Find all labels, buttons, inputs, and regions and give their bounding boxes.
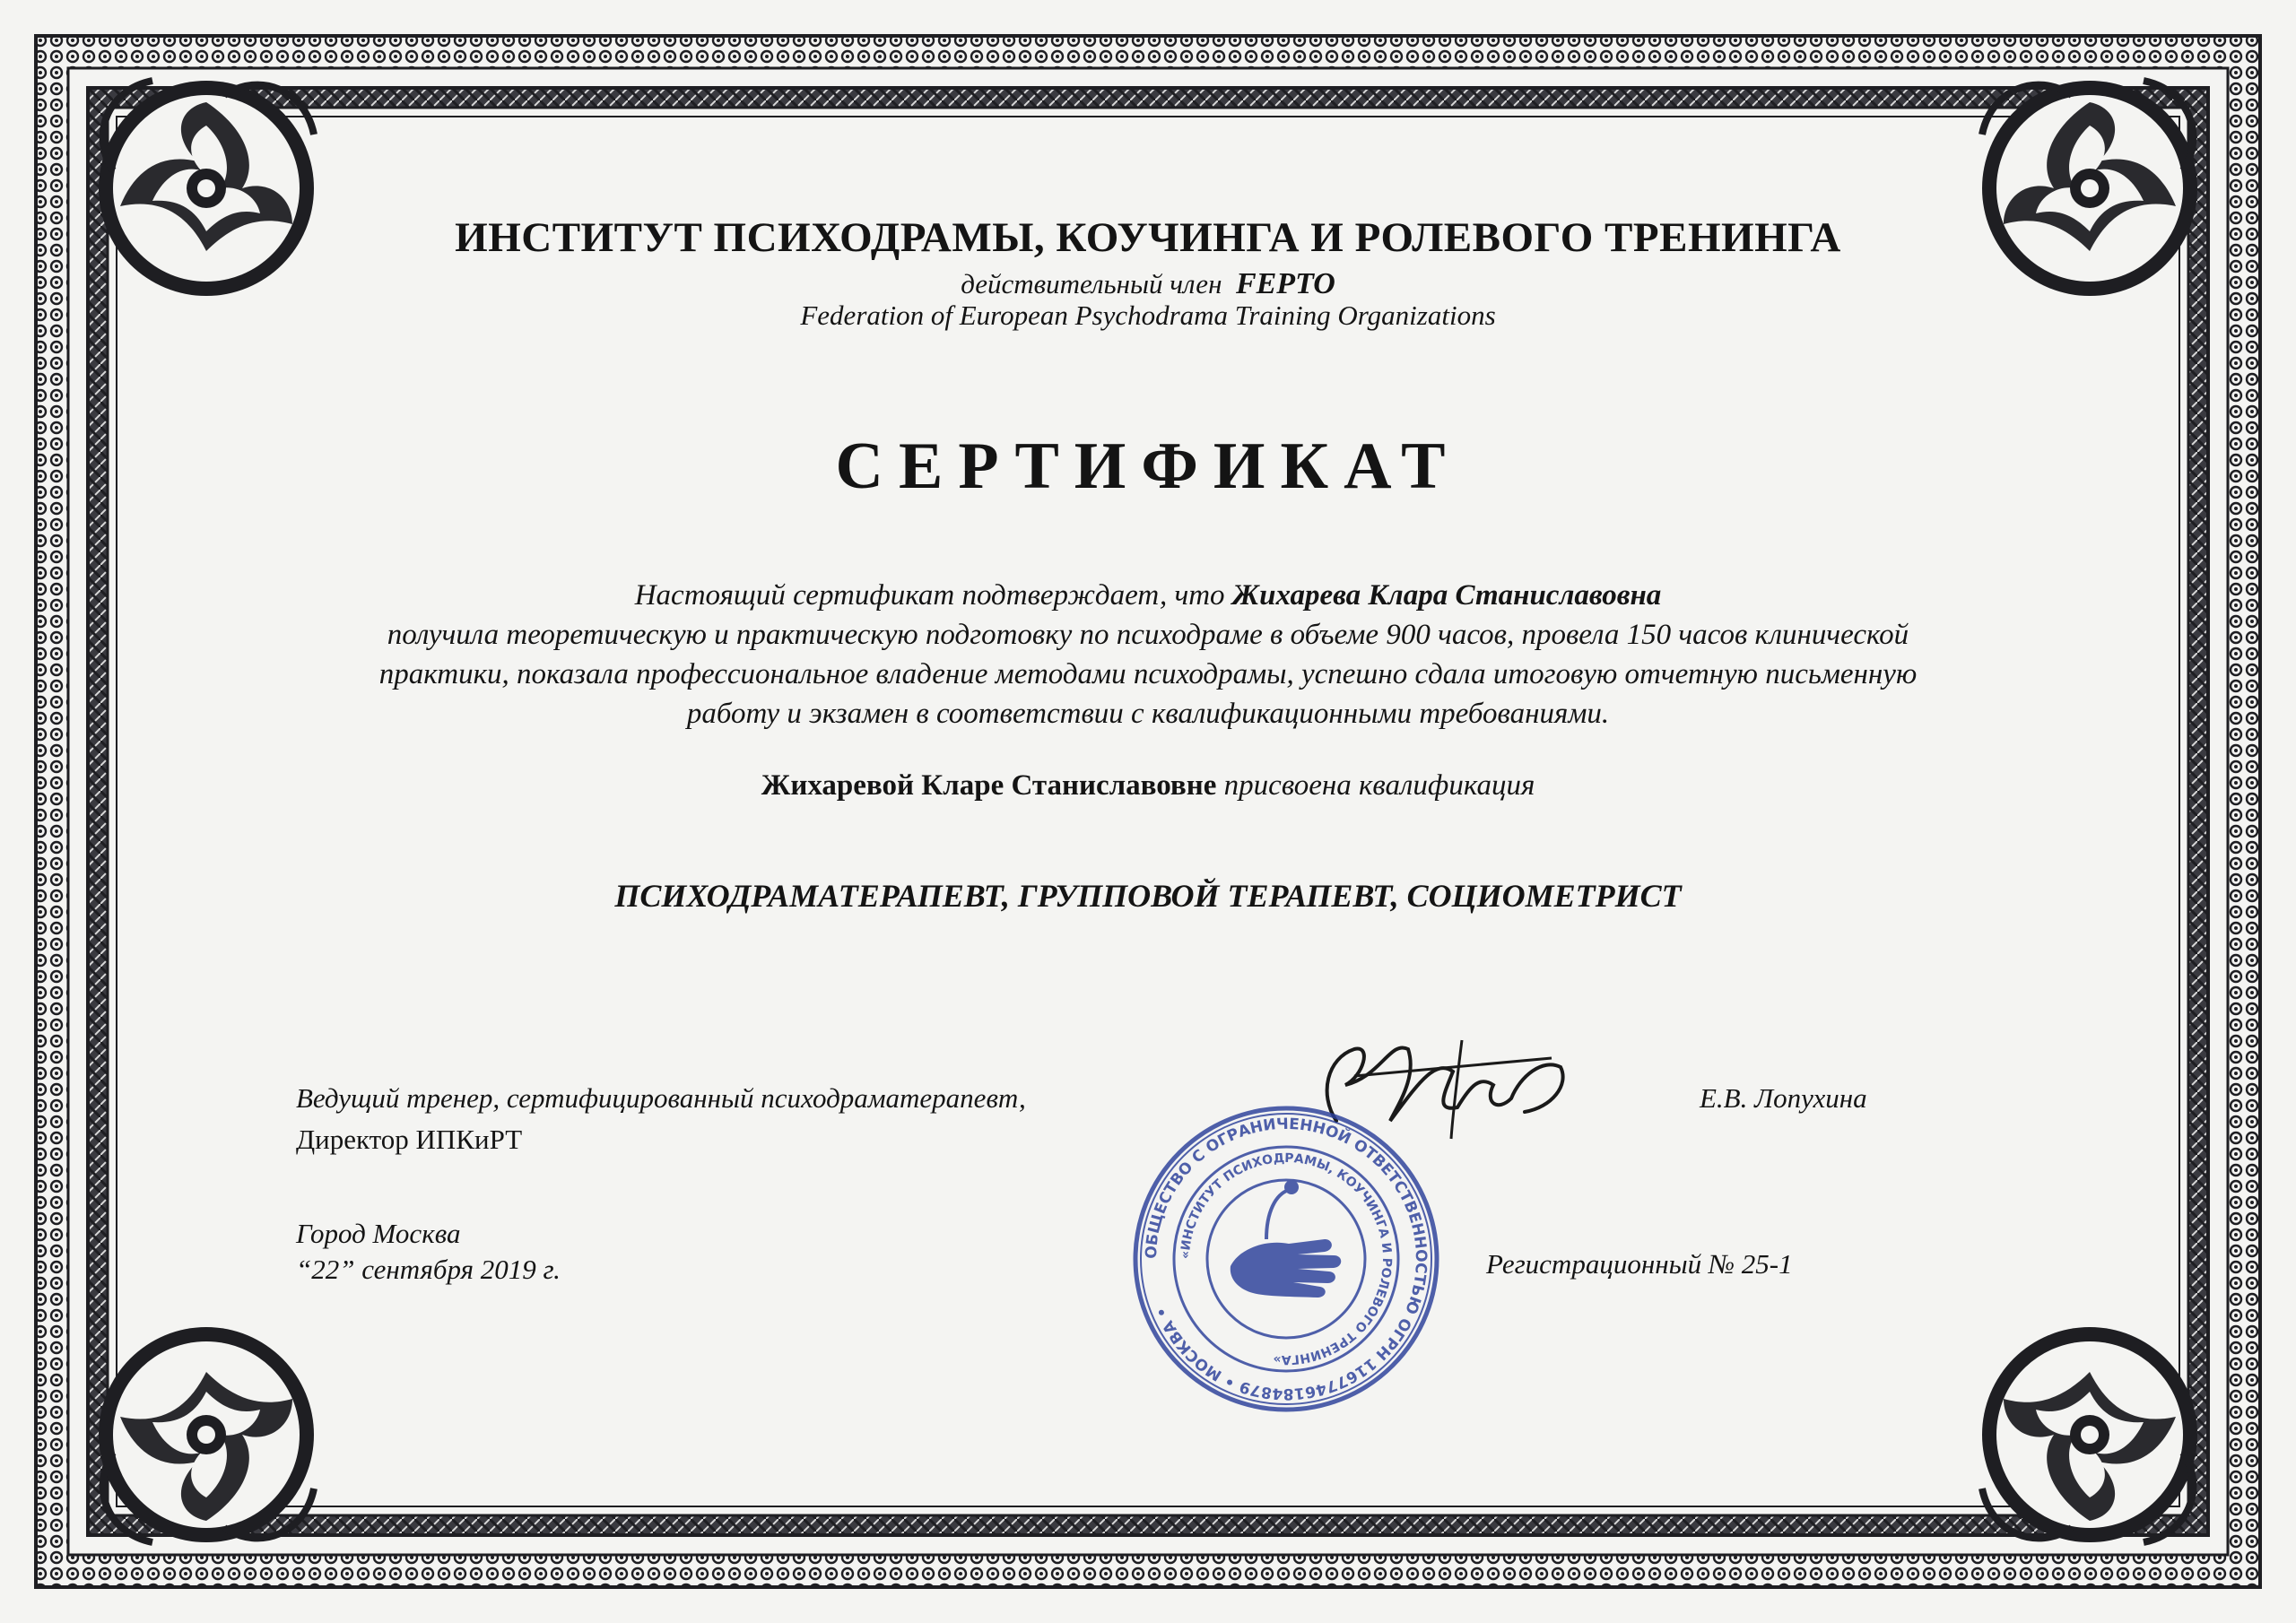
body-line-4: работу и экзамен в соответствии с квалификационными требованиями. <box>686 698 1610 730</box>
registration-number: Регистрационный № 25-1 <box>1486 1248 1793 1280</box>
body-line-3: практики, показала профессиональное владение методами психодрамы, успешно сдала итоговую отчетную письменную <box>378 658 1918 690</box>
place: Город Москва <box>296 1218 461 1249</box>
ornament-corner-bottom-right <box>1982 1327 2197 1542</box>
hand-emblem <box>1231 1180 1341 1298</box>
organization-stamp <box>1132 1105 1440 1413</box>
ornament-corner-top-right <box>1982 81 2197 296</box>
assignment-text: присвоена квалификация <box>1223 769 1535 802</box>
recipient-name: Жихарева Клара Станиславовна <box>1231 579 1662 612</box>
membership-prefix: действительный член <box>961 268 1222 299</box>
issue-date: “22” сентября 2019 г. <box>296 1254 561 1285</box>
signatory-name: Е.В. Лопухина <box>1700 1082 1867 1114</box>
membership-org: FEPTO <box>1235 267 1335 300</box>
stamp-inner-text: «ИНСТИТУТ ПСИХОДРАМЫ, КОУЧИНГА И РОЛЕВОГО ТРЕНИНГА» <box>1178 1150 1395 1367</box>
membership-line <box>0 267 2296 301</box>
recipient-name-dative: Жихаревой Кларе Станиславовне <box>761 769 1217 802</box>
body-line-2: получила теоретическую и практическую подготовку по психодраме в объеме 900 часов, провела 150 часов клинической <box>387 619 1909 651</box>
certificate-title: СЕРТИФИКАТ <box>835 430 1461 503</box>
qualification: ПСИХОДРАМАТЕРАПЕВТ, ГРУППОВОЙ ТЕРАПЕВТ, СОЦИОМЕТРИСТ <box>614 878 1682 914</box>
ornament-corner-bottom-left <box>99 1327 314 1542</box>
federation-name: Federation of European Psychodrama Training Organizations <box>800 299 1496 331</box>
institute-name: ИНСТИТУТ ПСИХОДРАМЫ, КОУЧИНГА И РОЛЕВОГО ТРЕНИНГА <box>455 214 1841 261</box>
signatory-role: Ведущий тренер, сертифицированный психодраматерапевт, <box>296 1082 1026 1114</box>
ornament-corner-top-left <box>99 81 314 296</box>
body-intro: Настоящий сертификат подтверждает, что <box>634 579 1225 612</box>
certificate-body <box>0 576 2296 733</box>
body-line-1 <box>0 576 2296 615</box>
assignment-line <box>0 769 2296 803</box>
stamp-outer-text: ОБЩЕСТВО С ОГРАНИЧЕННОЙ ОТВЕТСТВЕННОСТЬЮ ОГРН 1167746184879 • МОСКВА • <box>1142 1115 1431 1403</box>
signatory-director: Директор ИПКиРТ <box>296 1124 523 1155</box>
